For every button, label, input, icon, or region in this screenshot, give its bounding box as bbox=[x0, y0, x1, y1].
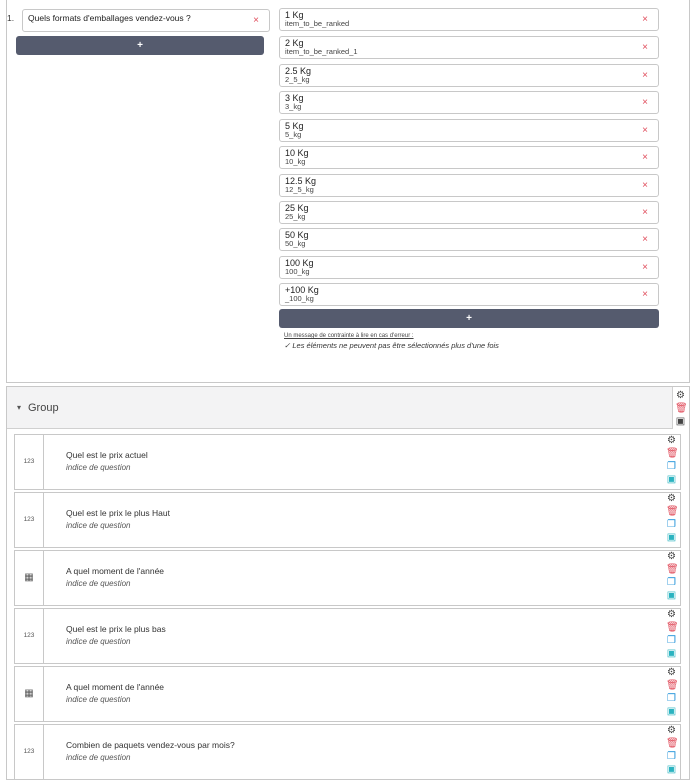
remove-item-icon[interactable]: × bbox=[642, 262, 648, 273]
rank-item[interactable] bbox=[279, 146, 659, 169]
constraint-title: Un message de contrainte à lire en cas d'erreur : bbox=[284, 333, 414, 339]
question-row[interactable] bbox=[14, 492, 681, 548]
constraint-text: ✓ Les éléments ne peuvent pas être sélectionnés plus d'une fois bbox=[284, 341, 499, 350]
question-type bbox=[15, 493, 44, 547]
rank-item-value: item_to_be_ranked_1 bbox=[285, 47, 358, 56]
rank-item[interactable] bbox=[279, 228, 659, 251]
group-folder-icon[interactable]: ▣ bbox=[675, 416, 686, 427]
rank-item[interactable] bbox=[279, 8, 659, 31]
move-folder-icon[interactable]: ▣ bbox=[666, 648, 677, 659]
remove-item-icon[interactable]: × bbox=[642, 70, 648, 81]
rank-item-value: 3_kg bbox=[285, 102, 302, 111]
question-hint: indice de question bbox=[66, 753, 131, 762]
question-type bbox=[15, 609, 44, 663]
rank-item-label: 1 Kg bbox=[285, 10, 304, 20]
question-title: Quel est le prix le plus Haut bbox=[66, 508, 170, 518]
rank-item-value: item_to_be_ranked bbox=[285, 19, 350, 28]
rank-item[interactable] bbox=[279, 283, 659, 306]
number-type-icon: 123 bbox=[23, 632, 35, 639]
question-hint: indice de question bbox=[66, 463, 131, 472]
duplicate-copy-icon[interactable]: ❐ bbox=[667, 577, 676, 588]
question-row[interactable] bbox=[14, 434, 681, 490]
question-label-text: Quels formats d'emballages vendez-vous ? bbox=[28, 13, 191, 23]
question-row[interactable] bbox=[14, 550, 681, 606]
question-title: Combien de paquets vendez-vous par mois? bbox=[66, 740, 235, 750]
settings-gear-icon[interactable]: ⚙ bbox=[667, 493, 676, 504]
settings-gear-icon[interactable]: ⚙ bbox=[667, 609, 676, 620]
group-settings-gear-icon[interactable]: ⚙ bbox=[676, 390, 685, 401]
rank-item-label: 2 Kg bbox=[285, 38, 304, 48]
question-number: 1. bbox=[7, 13, 15, 23]
delete-trash-icon[interactable]: 🗑 bbox=[666, 622, 679, 633]
rank-item-label: 12.5 Kg bbox=[285, 176, 317, 186]
move-folder-icon[interactable]: ▣ bbox=[666, 764, 677, 775]
rank-item[interactable] bbox=[279, 174, 659, 197]
rank-item-value: 5_kg bbox=[285, 130, 302, 139]
question-type bbox=[15, 435, 44, 489]
duplicate-copy-icon[interactable]: ❐ bbox=[667, 461, 676, 472]
question-type bbox=[15, 551, 44, 605]
rank-item-label: 5 Kg bbox=[285, 121, 304, 131]
rank-item-value: _100_kg bbox=[285, 294, 314, 303]
question-title: Quel est le prix le plus bas bbox=[66, 624, 166, 634]
question-hint: indice de question bbox=[66, 695, 131, 704]
question-hint: indice de question bbox=[66, 579, 131, 588]
question-hint: indice de question bbox=[66, 637, 131, 646]
remove-item-icon[interactable]: × bbox=[642, 125, 648, 136]
rank-item-label: +100 Kg bbox=[285, 285, 319, 295]
number-type-icon: 123 bbox=[23, 516, 35, 523]
rank-item-label: 3 Kg bbox=[285, 93, 304, 103]
question-type bbox=[15, 725, 44, 779]
rank-item-label: 25 Kg bbox=[285, 203, 309, 213]
remove-item-icon[interactable]: × bbox=[642, 289, 648, 300]
group-header[interactable] bbox=[7, 387, 673, 429]
rank-item[interactable] bbox=[279, 256, 659, 279]
remove-item-icon[interactable]: × bbox=[642, 42, 648, 53]
question-label-input[interactable] bbox=[22, 9, 270, 32]
rank-item-value: 12_5_kg bbox=[285, 185, 314, 194]
duplicate-copy-icon[interactable]: ❐ bbox=[667, 519, 676, 530]
move-folder-icon[interactable]: ▣ bbox=[666, 474, 677, 485]
rank-item-value: 10_kg bbox=[285, 157, 306, 166]
rank-item-label: 50 Kg bbox=[285, 230, 309, 240]
calendar-icon: ▦ bbox=[24, 572, 34, 583]
collapse-caret-icon[interactable]: ▾ bbox=[17, 403, 22, 412]
delete-trash-icon[interactable]: 🗑 bbox=[666, 506, 679, 517]
delete-trash-icon[interactable]: 🗑 bbox=[666, 680, 679, 691]
question-title: Quel est le prix actuel bbox=[66, 450, 148, 460]
add-item-button[interactable]: + bbox=[279, 309, 659, 328]
ranking-question-card bbox=[6, 0, 690, 383]
rank-item-label: 2.5 Kg bbox=[285, 66, 312, 76]
add-question-button[interactable]: + bbox=[16, 36, 264, 55]
rank-item-value: 25_kg bbox=[285, 212, 306, 221]
number-type-icon: 123 bbox=[23, 748, 35, 755]
rank-item-label: 10 Kg bbox=[285, 148, 309, 158]
delete-trash-icon[interactable]: 🗑 bbox=[666, 448, 679, 459]
remove-item-icon[interactable]: × bbox=[642, 97, 648, 108]
move-folder-icon[interactable]: ▣ bbox=[666, 590, 677, 601]
question-row[interactable] bbox=[14, 724, 681, 780]
settings-gear-icon[interactable]: ⚙ bbox=[667, 725, 676, 736]
remove-item-icon[interactable]: × bbox=[642, 207, 648, 218]
remove-item-icon[interactable]: × bbox=[642, 14, 648, 25]
delete-trash-icon[interactable]: 🗑 bbox=[666, 564, 679, 575]
remove-item-icon[interactable]: × bbox=[642, 234, 648, 245]
question-group bbox=[6, 386, 690, 780]
rank-item[interactable] bbox=[279, 64, 659, 87]
question-type bbox=[15, 667, 44, 721]
remove-item-icon[interactable]: × bbox=[642, 152, 648, 163]
rank-item[interactable] bbox=[279, 91, 659, 114]
question-hint: indice de question bbox=[66, 521, 131, 530]
group-title: Group bbox=[28, 402, 59, 414]
question-title: A quel moment de l'année bbox=[66, 682, 165, 692]
settings-gear-icon[interactable]: ⚙ bbox=[667, 435, 676, 446]
group-delete-trash-icon[interactable]: 🗑 bbox=[675, 403, 688, 414]
question-row[interactable] bbox=[14, 666, 681, 722]
settings-gear-icon[interactable]: ⚙ bbox=[667, 551, 676, 562]
question-row[interactable] bbox=[14, 608, 681, 664]
question-title: A quel moment de l'année bbox=[66, 566, 165, 576]
calendar-icon: ▦ bbox=[24, 688, 34, 699]
move-folder-icon[interactable]: ▣ bbox=[666, 532, 677, 543]
settings-gear-icon[interactable]: ⚙ bbox=[667, 667, 676, 678]
remove-item-icon[interactable]: × bbox=[642, 180, 648, 191]
rank-item-value: 2_5_kg bbox=[285, 75, 310, 84]
number-type-icon: 123 bbox=[23, 458, 35, 465]
move-folder-icon[interactable]: ▣ bbox=[666, 706, 677, 717]
duplicate-copy-icon[interactable]: ❐ bbox=[667, 693, 676, 704]
rank-item-value: 100_kg bbox=[285, 267, 310, 276]
duplicate-copy-icon[interactable]: ❐ bbox=[667, 751, 676, 762]
rank-item[interactable] bbox=[279, 36, 659, 59]
rank-item-value: 50_kg bbox=[285, 239, 306, 248]
delete-trash-icon[interactable]: 🗑 bbox=[666, 738, 679, 749]
rank-item[interactable] bbox=[279, 201, 659, 224]
rank-item[interactable] bbox=[279, 119, 659, 142]
remove-question-icon[interactable]: × bbox=[253, 15, 259, 26]
duplicate-copy-icon[interactable]: ❐ bbox=[667, 635, 676, 646]
rank-item-label: 100 Kg bbox=[285, 258, 314, 268]
